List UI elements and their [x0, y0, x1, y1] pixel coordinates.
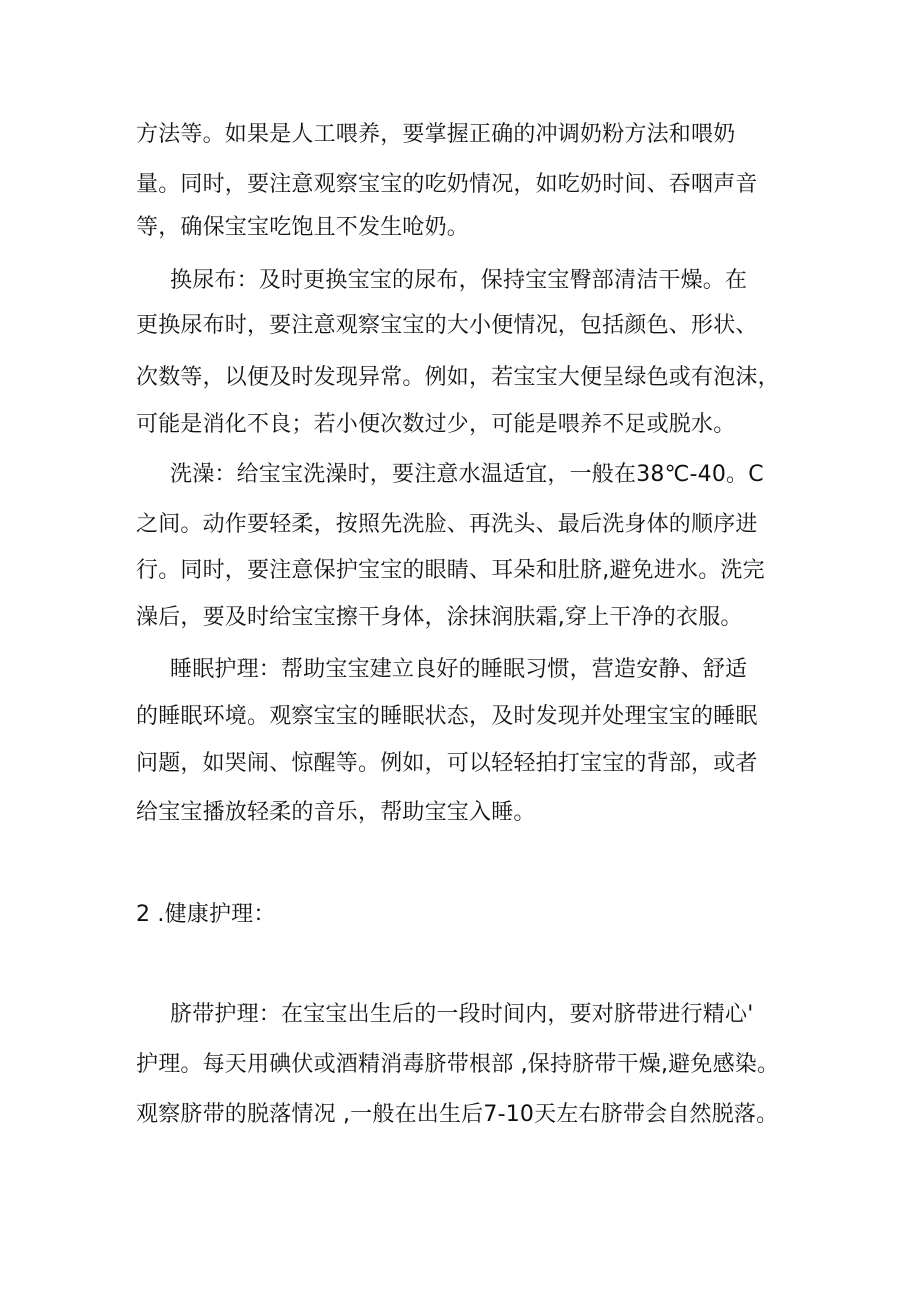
text-line: 护理。每天用碘伏或酒精消毒脐带根部 ,保持脐带干燥,避免感染。 — [136, 1052, 780, 1077]
text-line: 行。同时，要注意保护宝宝的眼睛、耳朵和肚脐,避免进水。洗完 — [136, 558, 765, 583]
text-line: 等，确保宝宝吃饱且不发生呛奶。 — [136, 215, 470, 240]
text-line: 的睡眠环境。观察宝宝的睡眠状态，及时发现并处理宝宝的睡眠 — [136, 704, 758, 729]
paragraph-sleep-start: 睡眠护理：帮助宝宝建立良好的睡眠习惯，营造安静、舒适 — [170, 657, 748, 682]
text-line: 之间。动作要轻柔，按照先洗脸、再洗头、最后洗身体的顺序进 — [136, 512, 758, 537]
paragraph-diaper-start: 换尿布：及时更换宝宝的尿布，保持宝宝臀部清洁干燥。在 — [170, 268, 748, 293]
text-line: 量。同时，要注意观察宝宝的吃奶情况，如吃奶时间、吞咽声音 — [136, 172, 758, 197]
text-line: 次数等，以便及时发现异常。例如，若宝宝大便呈绿色或有泡沫， — [136, 365, 780, 390]
text-line: 问题，如哭闹、惊醒等。例如，可以轻轻拍打宝宝的背部，或者 — [136, 751, 758, 776]
paragraph-bath-start: 洗澡：给宝宝洗澡时，要注意水温适宜，一般在38℃-40。C — [170, 462, 764, 487]
text-line: 方法等。如果是人工喂养，要掌握正确的冲调奶粉方法和喂奶 — [136, 122, 736, 147]
paragraph-umbilical-start: 脐带护理：在宝宝出生后的一段时间内，要对脐带进行精心' — [170, 1002, 754, 1027]
section-heading: 2 .健康护理： — [136, 902, 276, 927]
text-line: 可能是消化不良；若小便次数过少，可能是喂养不足或脱水。 — [136, 412, 736, 437]
text-line: 给宝宝播放轻柔的音乐，帮助宝宝入睡。 — [136, 800, 536, 825]
text-line: 澡后，要及时给宝宝擦干身体，涂抹润肤霜,穿上干净的衣服。 — [136, 605, 743, 630]
text-line: 观察脐带的脱落情况 ,一般在出生后7-10天左右脐带会自然脱落。 — [136, 1102, 779, 1127]
text-line: 更换尿布时，要注意观察宝宝的大小便情况，包括颜色、形状、 — [136, 313, 758, 338]
